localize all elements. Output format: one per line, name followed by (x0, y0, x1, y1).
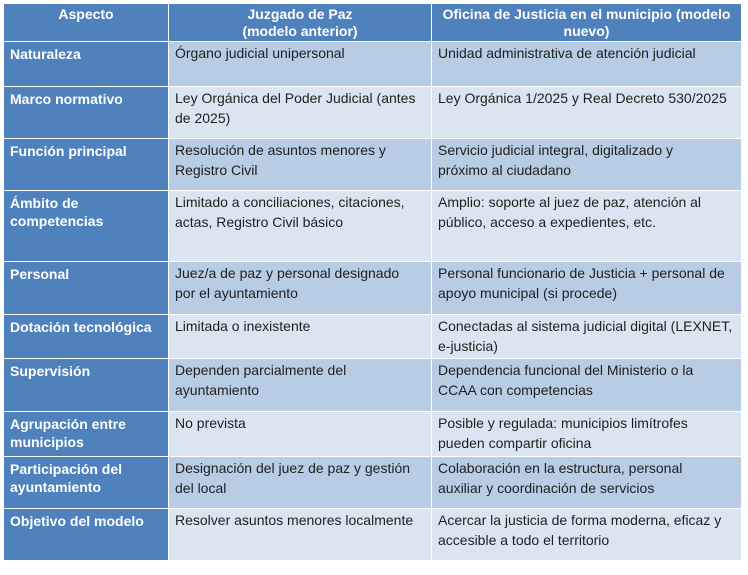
old-model-cell (169, 139, 432, 191)
new-model-cell-text: Colaboración en la estructura, personal (438, 460, 683, 476)
old-model-cell (169, 42, 432, 87)
old-model-cell-text: Registro Civil (175, 162, 258, 178)
old-model-cell (169, 457, 432, 509)
aspect-cell (4, 87, 169, 139)
table-row (4, 359, 742, 412)
old-model-cell (169, 315, 432, 359)
new-model-cell-text: apoyo municipal (si procede) (438, 285, 617, 301)
old-model-cell-text: Limitado a conciliaciones, citaciones, (175, 194, 405, 210)
header-old-model (169, 4, 432, 42)
old-model-cell-text: Dependen parcialmente del (175, 362, 347, 378)
new-model-cell-text: Personal funcionario de Justicia + personal de (438, 265, 725, 281)
table-row (4, 509, 742, 561)
new-model-cell (432, 509, 742, 561)
old-model-cell-text: Limitada o inexistente (175, 318, 311, 334)
header-row (4, 4, 742, 42)
aspect-cell-text: Supervisión (10, 363, 91, 379)
new-model-cell-text: Unidad administrativa de atención judicial (438, 45, 696, 61)
old-model-cell (169, 509, 432, 561)
aspect-cell-text: Naturaleza (10, 46, 81, 62)
header-old-line2: (modelo anterior) (242, 23, 358, 39)
table-row (4, 87, 742, 139)
aspect-cell (4, 457, 169, 509)
new-model-cell (432, 262, 742, 315)
new-model-cell (432, 139, 742, 191)
table-row (4, 315, 742, 359)
new-model-cell-text: accesible a todo el territorio (438, 532, 610, 548)
aspect-cell (4, 412, 169, 457)
old-model-cell-text: Juez/a de paz y personal designado (175, 265, 400, 281)
old-model-cell (169, 359, 432, 412)
new-model-cell-text: auxiliar y coordinación de servicios (438, 480, 655, 496)
aspect-cell (4, 42, 169, 87)
table-row (4, 139, 742, 191)
aspect-cell-text: competencias (10, 213, 104, 229)
aspect-cell (4, 262, 169, 315)
aspect-cell-text: Objetivo del modelo (10, 513, 144, 529)
old-model-cell (169, 87, 432, 139)
new-model-cell (432, 42, 742, 87)
aspect-cell-text: Función principal (10, 143, 127, 159)
aspect-cell-text: Ámbito de (10, 195, 79, 211)
new-model-cell (432, 412, 742, 457)
old-model-cell-text: Designación del juez de paz y gestión (175, 460, 411, 476)
new-model-cell-text: Acercar la justicia de forma moderna, eficaz y (438, 512, 722, 528)
new-model-cell (432, 457, 742, 509)
new-model-cell (432, 359, 742, 412)
aspect-cell (4, 315, 169, 359)
old-model-cell-text: ayuntamiento (175, 382, 260, 398)
old-model-cell-text: Ley Orgánica del Poder Judicial (antes (175, 90, 416, 106)
table-row (4, 42, 742, 87)
new-model-cell-text: Conectadas al sistema judicial digital (LEXNET, (438, 318, 733, 334)
table-body (4, 42, 742, 561)
table-row (4, 457, 742, 509)
aspect-cell-text: Personal (10, 266, 70, 282)
aspect-cell (4, 509, 169, 561)
new-model-cell-text: Ley Orgánica 1/2025 y Real Decreto 530/2025 (438, 90, 727, 106)
header-new-model (432, 4, 742, 42)
aspect-cell-text: municipios (10, 434, 84, 450)
new-model-cell-text: Servicio judicial integral, digitalizado y (438, 142, 674, 158)
table-row (4, 191, 742, 262)
old-model-cell-text: Resolver asuntos menores localmente (175, 512, 414, 528)
new-model-cell (432, 87, 742, 139)
new-model-cell-text: Posible y regulada: municipios limítrofes (438, 415, 688, 431)
aspect-cell (4, 139, 169, 191)
new-model-cell-text: público, acceso a expedientes, etc. (438, 214, 656, 230)
comparison-table (3, 3, 742, 561)
aspect-cell-text: Agrupación entre (10, 416, 126, 432)
header-aspect-label: Aspecto (58, 6, 114, 22)
new-model-cell-text: Dependencia funcional del Ministerio o la (438, 362, 694, 378)
old-model-cell-text: por el ayuntamiento (175, 285, 298, 301)
comparison-table-container (3, 3, 742, 561)
new-model-cell-text: CCAA con competencias (438, 382, 593, 398)
aspect-cell-text: Participación del (10, 461, 123, 477)
old-model-cell-text: actas, Registro Civil básico (175, 214, 344, 230)
header-aspect (4, 4, 169, 42)
old-model-cell-text: Resolución de asuntos menores y (175, 142, 386, 158)
aspect-cell (4, 191, 169, 262)
old-model-cell-text: de 2025) (175, 110, 231, 126)
old-model-cell-text: No prevista (175, 415, 246, 431)
new-model-cell (432, 315, 742, 359)
header-old-line1: Juzgado de Paz (247, 6, 353, 22)
aspect-cell-text: Dotación tecnológica (10, 319, 152, 335)
new-model-cell-text: e-justicia) (438, 338, 498, 354)
new-model-cell (432, 191, 742, 262)
table-row (4, 262, 742, 315)
table-header (4, 4, 742, 42)
new-model-cell-text: Amplio: soporte al juez de paz, atención al (438, 194, 702, 210)
header-new-line1: Oficina de Justicia en el municipio (modelo (442, 6, 731, 22)
old-model-cell-text: del local (175, 480, 227, 496)
aspect-cell-text: ayuntamiento (10, 479, 102, 495)
table-row (4, 412, 742, 457)
old-model-cell (169, 262, 432, 315)
new-model-cell-text: próximo al ciudadano (438, 162, 572, 178)
aspect-cell-text: Marco normativo (10, 91, 123, 107)
aspect-cell (4, 359, 169, 412)
new-model-cell-text: pueden compartir oficina (438, 435, 592, 451)
old-model-cell (169, 412, 432, 457)
old-model-cell (169, 191, 432, 262)
old-model-cell-text: Órgano judicial unipersonal (175, 45, 345, 61)
header-new-line2: nuevo) (563, 23, 610, 39)
